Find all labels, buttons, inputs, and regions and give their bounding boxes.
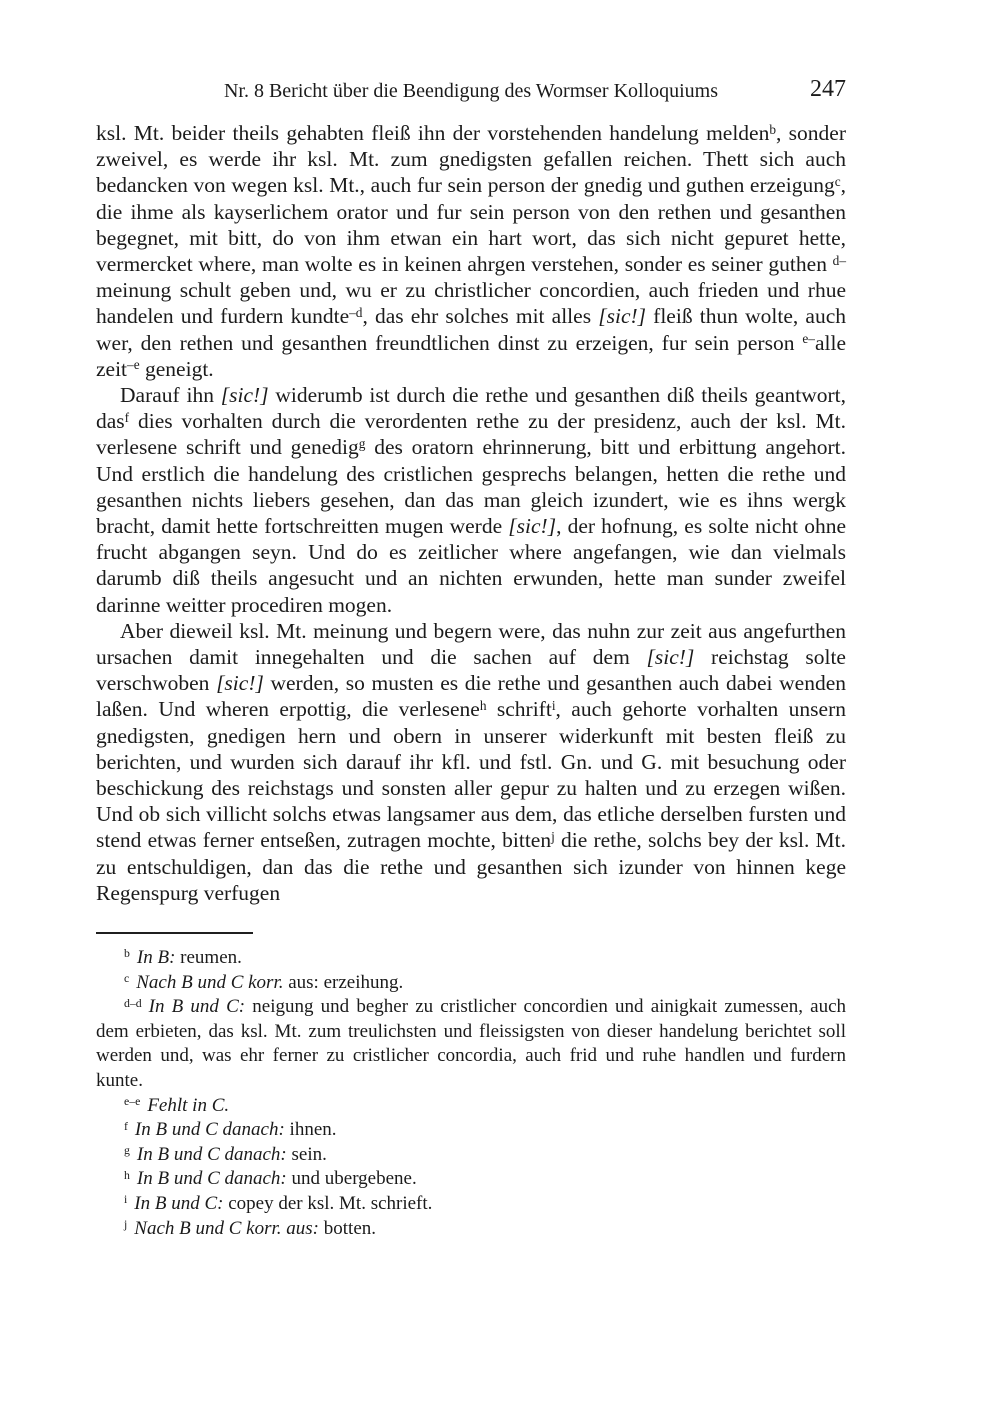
footnote: [96, 1094, 846, 1119]
text-run: alle zeit: [96, 330, 846, 381]
running-header: [96, 78, 846, 104]
text-run: dies vorhalten durch die verordenten rethe zu der presidenz, auch der ksl. Mt. verlesene schrift und genedig: [96, 409, 846, 460]
text-run: fleiß thun wolte, auch wer, den rethen und gesanthen freundtlichen dinst zu erzeigen, fur sein person: [96, 304, 846, 355]
italic-text: Nach B und C korr.: [136, 971, 284, 993]
text-run: geneigt.: [139, 356, 214, 381]
footnote-reference: e–: [802, 331, 815, 347]
footnote: [96, 971, 846, 996]
header-title: Nr. 8 Bericht über die Beendigung des Wormser Kolloquiums: [223, 80, 719, 102]
text-run: Aber dieweil ksl. Mt. meinung und begern were, das nuhn zur zeit aus angefurthen ursachen damit innegehalten und die sachen auf dem: [96, 618, 846, 670]
italic-text: [sic!]: [220, 383, 269, 408]
footnote: [96, 1192, 846, 1217]
footnote-reference: i: [551, 698, 556, 714]
paragraph: [96, 618, 846, 906]
italic-text: In B und C:: [134, 1193, 224, 1215]
text-run: , der hofnung, es solte nicht ohne frucht abgangen seyn. Und do es zeitlicher where angefangen, wie dan vielmals darumb diß theils angesucht und an nichten erwunden, hette man sunder zweifel darinne weitter procediren mogen.: [96, 514, 846, 617]
text-run: neigung und begher zu cristlicher concordien und ainigkait zumessen, auch dem erbieten, das ksl. Mt. zum treulichsten und fleissigsten von dieser handelung berichtet soll werden und, was ehr ferner zu cristlicher concordia, auch frid und ruhe handlen und furdern kunte.: [96, 996, 846, 1092]
text-run: , sonder zweivel, es werde ihr ksl. Mt. zum gnedigsten gefallen reichen. Thett sich auch bedancken von wegen ksl. Mt., auch fur sein person der gnedig und guthen erzeigung: [96, 121, 846, 198]
text-run: reumen.: [175, 947, 242, 969]
text-run: ihnen.: [284, 1119, 337, 1141]
paragraph: [96, 120, 846, 382]
footnote-label: j: [124, 1217, 128, 1231]
italic-text: Fehlt in C.: [147, 1094, 230, 1116]
italic-text: [sic!]: [216, 671, 264, 696]
footnote-reference: g: [358, 436, 366, 452]
text-run: und ubergebene.: [286, 1168, 417, 1190]
text-run: widerumb ist durch die rethe und gesanthen diß theils geantwort, das: [96, 383, 847, 434]
footnote-label: g: [124, 1144, 130, 1158]
text-run: botten.: [319, 1217, 377, 1239]
text-run: die rethe, solchs bey der ksl. Mt. zu entschuldigen, dan das die rethe und gesanthen sich izunder von hinnen kege Regenspurg verfugen: [96, 828, 846, 905]
text-run: des oratorn ehrinnerung, bitt und erbittung angehort. Und erstlich die handelung des cristlichen gesprechs belangen, hetten die rethe und gesanthen nichts liebers gesehen, dan das man gleich izundert, wie es ihns wergk bracht, damit hette fortschreitten mugen werde: [96, 435, 847, 539]
text-run: , das ehr solches mit alles: [362, 304, 599, 329]
italic-text: [sic!]: [508, 514, 557, 539]
italic-text: [sic!]: [646, 645, 695, 670]
body-text: [96, 120, 846, 906]
footnote: [96, 1217, 846, 1242]
footnote-reference: j: [551, 829, 555, 845]
italic-text: In B und C:: [148, 996, 246, 1018]
italic-text: In B:: [136, 947, 176, 969]
text-run: werden, so musten es die rethe und gesanthen auch dabei wenden laßen. Und wheren erpottig, die verlesene: [96, 671, 846, 722]
text-run: reichstag solte verschwoben: [96, 645, 846, 696]
footnote-label: b: [124, 947, 130, 961]
italic-text: In B und C danach:: [136, 1143, 287, 1165]
text-run: aus: erzeihung.: [283, 971, 404, 993]
text-run: copey der ksl. Mt. schrieft.: [223, 1193, 433, 1215]
text-run: sein.: [286, 1143, 327, 1165]
italic-text: [sic!]: [598, 304, 647, 329]
footnote-reference: –e: [127, 357, 140, 373]
footnote: [96, 1143, 846, 1168]
footnote-label: c: [124, 972, 130, 986]
footnote-label: h: [124, 1168, 130, 1182]
footnote: [96, 946, 846, 971]
text-run: schrift: [486, 697, 552, 722]
page-number: 247: [810, 76, 846, 102]
footnote-label: i: [124, 1193, 128, 1207]
footnote: [96, 1118, 846, 1143]
footnote-reference: h: [479, 698, 487, 714]
footnote-reference: –d: [349, 305, 363, 321]
footnote-label: e–e: [124, 1095, 141, 1109]
footnote-reference: d–: [832, 252, 846, 268]
italic-text: Nach B und C korr. aus:: [134, 1217, 320, 1239]
footnote-label: d–d: [124, 996, 142, 1010]
footnotes: [96, 946, 846, 1241]
text-run: Darauf ihn: [120, 383, 221, 408]
text-run: , auch gehorte vorhalten unsern gnedigsten, gnedigen hern und obern in unserer widerkunft mit besten fleiß zu berichten, und wurden sich darauf ihr kfl. und fstl. Gn. und G. mit besuchung oder beschickung des reichstags und sonsten aller gepur zu halten und zu erzegen wißen. Und ob sich villicht solchs etwas langsamer aus dem, das etliche derselben fursten und stend etwas ferner entseßen, zutragen mochte, bitten: [96, 697, 846, 853]
text-run: , die ihme als kayserlichem orator und fur sein person von den rethen und gesanthen begegnet, mit bitt, do von ihm etwan ein hart wort, das sich nicht gepuret hette, vermercket where, man wolte es in keinen ahrgen verstehen, sonder es seiner guthen: [96, 173, 846, 277]
footnote-reference: c: [834, 174, 841, 190]
italic-text: In B und C danach:: [134, 1119, 285, 1141]
paragraph: [96, 382, 846, 618]
text-run: meinung schult geben und, wu er zu christlicher concordien, auch frieden und rhue handelen und furdern kundte: [96, 278, 846, 329]
footnote-reference: b: [769, 121, 777, 137]
footnote: [96, 995, 846, 1093]
text-run: ksl. Mt. beider theils gehabten fleiß ihn der vorstehenden handelung melden: [96, 121, 770, 145]
footnote-reference: f: [124, 409, 130, 425]
footnote-separator: [96, 932, 253, 934]
footnote: [96, 1167, 846, 1192]
footnote-label: f: [124, 1119, 128, 1133]
italic-text: In B und C danach:: [136, 1168, 287, 1190]
